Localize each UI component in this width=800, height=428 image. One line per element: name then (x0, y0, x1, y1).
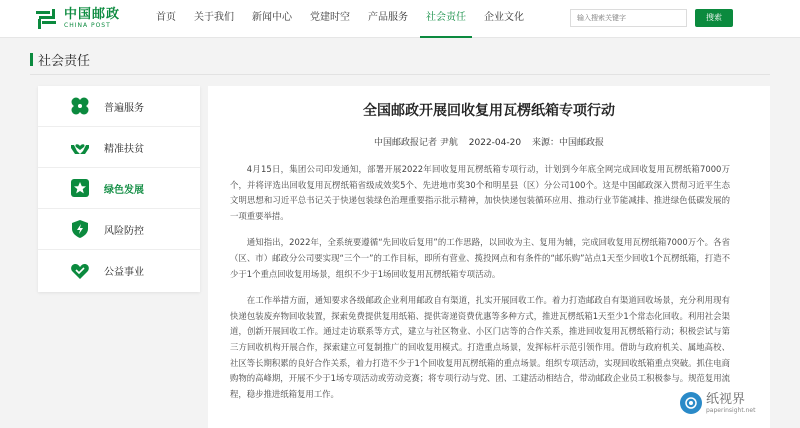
article-paragraph: 在工作举措方面，通知要求各级邮政企业利用邮政自有渠道，扎实开展回收工作。着力打造邮政自有渠道回收场景，充分利用现有快递包装废弃物回收装置，探索免费提供复用纸箱、提供寄递资费优惠等多种方式，推进瓦楞纸箱1天至少1个常态化回收。利用社会渠道，创新开展回收工作。通过走访联系等方式，建立与社区物业、小区门店等的合作关系，推进回收复用瓦楞纸箱行动；积极尝试与第三方回收机构开展合作，探索建立可复制推广的回收复用模式。打造重点场景，发挥标杆示范引领作用。借助与政府机关、属地高校、社区等长期积累的良好合作关系，着力打造不少于1个回收复用瓦楞纸箱的重点场景。组织专项活动，实现回收纸箱重点突破。抓住电商购物的高峰期，开展不少于1场专项活动或劳动竞赛；将专项行动与党、团、工建活动相结合，带动邮政企业员工积极参与。规范复用流程，稳步推进纸箱复用工作。 (230, 295, 730, 399)
sidebar-item-label: 精准扶贫 (104, 143, 144, 155)
article-author: 中国邮政报记者 尹航 (374, 138, 458, 148)
sidebar-item-label: 绿色发展 (104, 184, 144, 196)
heart-icon (70, 261, 90, 281)
china-post-emblem-icon (36, 9, 58, 29)
section-accent-bar (30, 53, 33, 66)
section-heading (30, 50, 90, 69)
sidebar-item-label: 风险防控 (104, 225, 144, 237)
nav-products[interactable]: 产品服务 (368, 12, 408, 23)
sidebar-item-public-welfare[interactable] (38, 250, 200, 291)
main-nav (150, 0, 536, 38)
article-paragraph: 4月15日，集团公司印发通知，部署开展2022年回收复用瓦楞纸箱专项行动，计划到今年底全网完成回收复用瓦楞纸箱7000万个，并将评选出回收复用瓦楞纸箱省级成效奖5个、先进地市奖30个和明星县（区）分公司100个。这是中国邮政深入贯彻习近平生态文明思想和习近平总书记关于快递包装绿色治理重要指示批示精神，加快快递包装循环应用、推动行业节能减排、推进绿色低碳发展的一项重要举措。 (230, 164, 730, 221)
section-title: 社会责任 (38, 54, 91, 69)
search-button[interactable]: 搜索 (695, 9, 733, 27)
china-post-logo[interactable] (36, 8, 120, 29)
sidebar-item-risk-control[interactable] (38, 209, 200, 250)
watermark-url: paperinsight.net (706, 406, 756, 414)
article-date: 2022-04-20 (468, 138, 522, 148)
clover-icon (70, 96, 90, 116)
sidebar-item-label: 普遍服务 (104, 102, 144, 114)
logo-subtitle: CHINA POST (64, 22, 111, 29)
sidebar-item-label: 公益事业 (104, 267, 144, 278)
logo-title: 中国邮政 (64, 7, 121, 22)
search-input[interactable] (570, 9, 687, 27)
star-icon (70, 178, 90, 198)
hands-heart-icon (70, 137, 90, 157)
nav-home[interactable]: 首页 (156, 12, 176, 23)
nav-culture[interactable]: 企业文化 (484, 12, 524, 23)
article-source: 来源：中国邮政报 (531, 138, 604, 148)
nav-news[interactable]: 新闻中心 (252, 12, 292, 23)
nav-social-responsibility[interactable]: 社会责任 (420, 0, 472, 38)
sidebar-item-green-development[interactable] (38, 168, 200, 209)
shield-icon (70, 219, 90, 239)
watermark-text: 纸视界 (706, 391, 746, 407)
nav-party[interactable]: 党建时空 (310, 12, 350, 23)
sidebar-menu (38, 86, 200, 292)
section-divider (30, 74, 770, 75)
article-body (230, 162, 730, 413)
nav-about[interactable]: 关于我们 (194, 12, 234, 23)
sidebar-item-universal-service[interactable] (38, 86, 200, 127)
site-header (0, 0, 800, 38)
article-paragraph: 通知指出，2022年，全系统要遵循“先回收后复用”的工作思路，以回收为主、复用为辅，完成回收复用瓦楞纸箱7000万个。各省（区、市）邮政分公司要实现“三个一”的工作目标，即所有营业、揽投网点和有条件的“邮乐购”站点1天至少回收1个瓦楞纸箱，打造不少于1个重点回收复用场景，组织不少于1场回收复用瓦楞纸箱专项活动。 (230, 237, 730, 279)
article-panel (208, 86, 770, 428)
article-title: 全国邮政开展回收复用瓦楞纸箱专项行动 (363, 103, 615, 119)
article-meta (208, 135, 770, 148)
sidebar-item-poverty-alleviation[interactable] (38, 127, 200, 168)
watermark-logo-icon (680, 392, 702, 414)
watermark (680, 392, 755, 414)
